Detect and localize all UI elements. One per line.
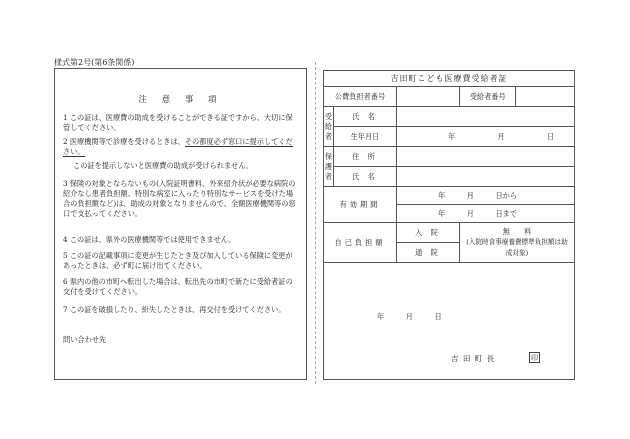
copay-value [459, 223, 574, 263]
certificate-table [323, 70, 575, 263]
outpatient-label: 通 院 [396, 243, 459, 263]
notice-item-4: 4 この証は、県外の医療機関等では使用できません。 [63, 235, 236, 244]
form-label: 様式第2号(第6条関係) [54, 58, 135, 67]
issue-date: 年 月 日 [377, 312, 442, 321]
address-value [396, 147, 574, 167]
notice-item-2 [63, 137, 299, 157]
notice-item-6: 6 県内の他の市町へ転出した場合は、転出先の市町で新たに受給者証の交付を受けてください。 [63, 277, 293, 296]
copay-free: 無 料 [502, 227, 532, 236]
payer-number-value [396, 87, 459, 107]
guardian-name-value [396, 167, 574, 187]
birth-year-label: 年 [447, 131, 456, 141]
birthdate-value [396, 127, 574, 147]
notice-panel [54, 68, 307, 380]
valid-from-text: 年 月 日から [437, 190, 518, 200]
validity-label: 有効期間 [324, 187, 397, 223]
certificate-title: 吉田町こども医療費受給者証 [324, 71, 575, 87]
notice-item-2-note: この証を提示しないと医療費の助成が受けられません。 [73, 161, 254, 170]
notice-item-5: 5 この証の記載事項に変更が生じたとき及び加入している保険に変更があったときは、必ず町に届け出てください。 [63, 251, 293, 270]
notice-item-3: 3 保険の対象とならないもの(入院証明書料、外来紹介状が必要な病院の紹介なし患者負担額、特別な病室に入ったり特別なサービスを受けた場合の負担額など)は、助成の対象となりませんので、全額医療機関等の窓口で支払ってください。 [63, 179, 296, 218]
contact-label: 問い合わせ先 [63, 335, 107, 344]
guardian-name-label: 氏 名 [333, 167, 396, 187]
cut-line [315, 62, 316, 384]
notice-title: 注 意 事 項 [138, 95, 223, 105]
valid-to-text: 年 月 日まで [437, 208, 518, 218]
notice-item-2-emphasis: その都度必ず窓口に提示してください。 [63, 137, 293, 156]
copay-label: 自己負担額 [324, 223, 397, 263]
inpatient-label: 入 院 [396, 223, 459, 243]
recipient-number-value [516, 87, 575, 107]
valid-from [396, 187, 574, 205]
birthdate-label: 生年月日 [333, 127, 396, 147]
notice-item-2-lead: 2 医療機関等で診療を受けるときは、 [63, 137, 185, 146]
address-label: 住 所 [333, 147, 396, 167]
recipient-number-label: 受給者番号 [459, 87, 515, 107]
mayor-label: 吉 田 町 長 [451, 354, 496, 363]
payer-number-label: 公費負担者番号 [324, 87, 397, 107]
meal-note: (入院時食事療養費標準負担額は助成対象) [466, 238, 568, 257]
recipient-name-value [396, 107, 574, 127]
notice-item-7: 7 この証を破損したり、紛失したときは、再交付を受けてください。 [63, 305, 286, 314]
birth-month-label: 月 [497, 131, 505, 141]
recipient-name-label: 氏 名 [333, 107, 396, 127]
recipient-group-label: 受給者 [324, 107, 334, 147]
notice-item-1: 1 この証は、医療費の助成を受けることができる証ですから、大切に保管してください。 [63, 113, 293, 132]
seal-box: 印 [531, 354, 538, 362]
valid-to [396, 205, 574, 223]
birth-day-label: 日 [546, 131, 555, 141]
guardian-group-label: 保護者 [324, 147, 334, 187]
